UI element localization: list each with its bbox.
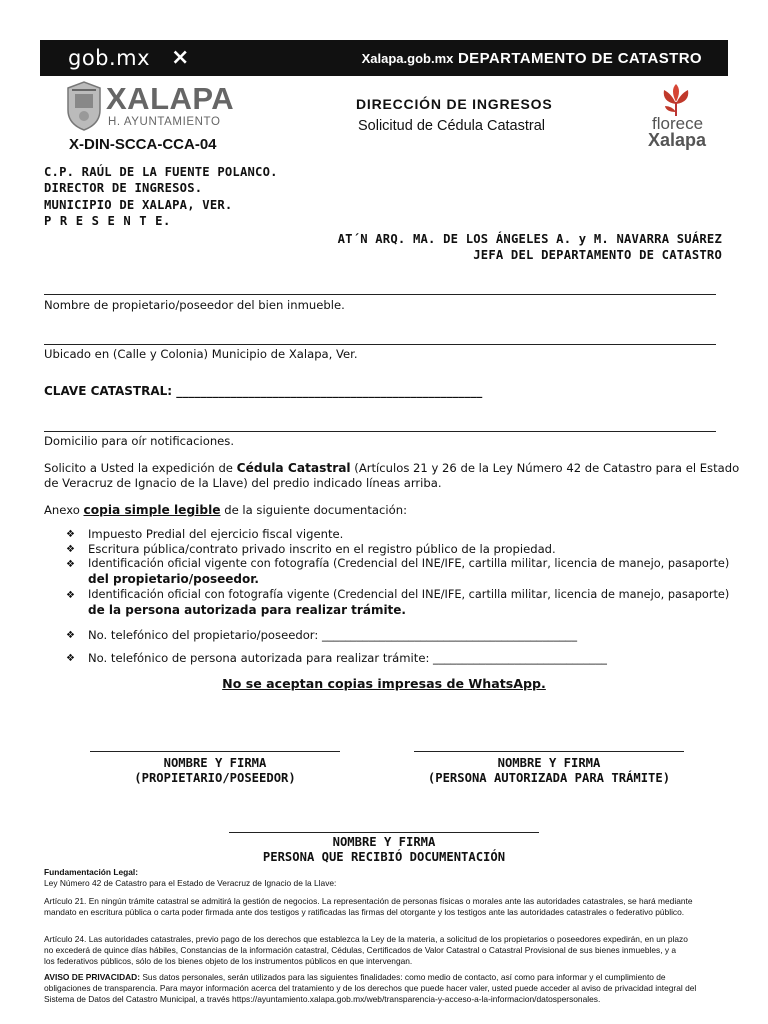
privacy-text-1: Sus datos personales, serán utilizados para las siguientes finalidades: como medio de contacto, así como para informar y el cumplimiento de: [140, 972, 666, 982]
location-label: Ubicado en (Calle y Colonia) Municipio de Xalapa, Ver.: [44, 347, 358, 361]
signature-label-authorized: NOMBRE Y FIRMA: [497, 756, 601, 770]
diamond-bullet-icon: ❖: [66, 559, 75, 570]
signature-label-receiver: NOMBRE Y FIRMA: [332, 835, 436, 849]
ayuntamiento-text: H. AYUNTAMIENTO: [108, 116, 221, 128]
addressee-name: C.P. RAÚL DE LA FUENTE POLANCO.: [44, 165, 278, 179]
request-text-c: (Artículos 21 y 26 de la Ley Número 42 de Catastro para el Estado: [350, 461, 740, 475]
signature-line-receiver[interactable]: [229, 832, 539, 833]
location-line[interactable]: [44, 344, 716, 345]
bullet-item: Identificación oficial con fotografía vigente (Credencial del INE/IFE, cartilla militar, licencia de manejo, pasaporte): [88, 588, 730, 601]
owner-phone-field[interactable]: No. telefónico del propietario/poseedor: ____________________________________________: [88, 628, 578, 642]
request-text-a: Solicito a Usted la expedición de: [44, 461, 237, 475]
signature-role-receiver: PERSONA QUE RECIBIÓ DOCUMENTACIÓN: [262, 850, 506, 864]
annex-text-a: Anexo: [44, 503, 84, 517]
addressee-municipality: MUNICIPIO DE XALAPA, VER.: [44, 198, 233, 212]
signature-role-owner: (PROPIETARIO/POSEEDOR): [134, 771, 296, 785]
privacy-line2: obligaciones de transparencia. Para mayor información acerca del tratamiento y de los derechos que puede hacer valer, usted puede acceder al aviso de privacidad integral del: [44, 983, 697, 993]
signature-line-authorized[interactable]: [414, 751, 684, 752]
owner-line[interactable]: [44, 294, 716, 295]
annex-text-c: de la siguiente documentación:: [220, 503, 407, 517]
presente-text: P R E S E N T E.: [44, 214, 171, 228]
signature-role-authorized: (PERSONA AUTORIZADA PARA TRÁMITE): [427, 771, 671, 785]
florece-logo-text: florece: [652, 114, 704, 133]
site-domain: Xalapa.gob.mx: [361, 51, 454, 66]
document-code: X-DIN-SCCA-CCA-04: [69, 136, 217, 153]
domicilio-line[interactable]: [44, 431, 716, 432]
article-24-line1: Artículo 24. Las autoridades catastrales, previo pago de los derechos que establezca la Ley de la materia, a solicitud de los propietarios o poseedores expedirán, en un plazo: [44, 934, 688, 944]
authorized-phone-field[interactable]: No. telefónico de persona autorizada para realizar trámite: ______________________________: [88, 651, 607, 665]
privacy-line3: Sistema de Datos del Catastro Municipal, a través https://ayuntamiento.xalapa.gob.mx/web/transparencia-y-acceso-a-la-informacion/datospersonales.: [44, 994, 601, 1004]
privacy-title: AVISO DE PRIVACIDAD:: [44, 972, 141, 982]
department-name: DEPARTAMENTO DE CATASTRO: [457, 50, 702, 67]
bullet-item-emphasis: del propietario/poseedor.: [88, 572, 259, 586]
addressee-title: DIRECTOR DE INGRESOS.: [44, 181, 203, 195]
form-subtitle: Solicitud de Cédula Catastral: [358, 118, 545, 134]
request-cedula: Cédula Catastral: [236, 461, 351, 475]
gob-x-icon: ⨯: [171, 45, 190, 70]
diamond-bullet-icon: ❖: [66, 590, 75, 601]
signature-line-owner[interactable]: [90, 751, 340, 752]
bullet-item: Escritura pública/contrato privado inscrito en el registro público de la propiedad.: [88, 542, 556, 556]
gob-mx-logo: gob.mx: [68, 46, 151, 70]
annex-line: [44, 503, 407, 517]
signature-label-owner: NOMBRE Y FIRMA: [163, 756, 267, 770]
direction-title: DIRECCIÓN DE INGRESOS: [356, 96, 553, 112]
article-24-line2: no excederá de quince días hábiles, Constancias de la información catastral, Cédulas, Certificados de Valor Catastral o Catastral Provisional de sus bienes inmuebles, y a: [44, 945, 677, 955]
diamond-bullet-icon: ❖: [66, 630, 75, 641]
diamond-bullet-icon: ❖: [66, 653, 75, 664]
owner-label: Nombre de propietario/poseedor del bien inmueble.: [44, 298, 345, 312]
bullet-item: Impuesto Predial del ejercicio fiscal vigente.: [88, 527, 344, 541]
article-21-line1: Artículo 21. En ningún trámite catastral se admitirá la gestión de negocios. La representación de personas físicas o morales ante las autoridades catastrales, se hará mediante: [44, 896, 693, 906]
diamond-bullet-icon: ❖: [66, 529, 75, 540]
request-paragraph-line1: [44, 461, 739, 475]
attention-line: AT´N ARQ. MA. DE LOS ÁNGELES A. y M. NAVARRA SUÁREZ: [337, 232, 722, 246]
clave-catastral-field[interactable]: CLAVE CATASTRAL: ___________________________________________________: [44, 384, 483, 398]
article-24-line3: los federativos públicos, sólo de los bienes objeto de los instrumentos públicos en que intervengan.: [44, 956, 413, 966]
department-heading: [362, 50, 702, 67]
legal-law: Ley Número 42 de Catastro para el Estado de Veracruz de Ignacio de la Llave:: [44, 878, 337, 888]
diamond-bullet-icon: ❖: [66, 544, 75, 555]
florece-xalapa-text: Xalapa: [648, 130, 707, 150]
article-21-line2: mandato en escritura pública o carta poder firmada ante dos testigos y ratificadas las firmas del otorgante y los testigos ante las autoridades catastrales o federativo público.: [44, 907, 685, 917]
bullet-item: Identificación oficial vigente con fotografía (Credencial del INE/IFE, cartilla militar, licencia de manejo, pasaporte): [88, 557, 730, 570]
request-paragraph-line2: de Veracruz de Ignacio de la Llave) del predio indicado líneas arriba.: [44, 476, 442, 490]
annex-copy: copia simple legible: [83, 503, 221, 517]
legal-title: Fundamentación Legal:: [44, 867, 138, 877]
privacy-line1: [44, 972, 666, 983]
xalapa-seal-icon: [64, 80, 104, 132]
bullet-item-emphasis: de la persona autorizada para realizar trámite.: [88, 603, 406, 617]
domicilio-label: Domicilio para oír notificaciones.: [44, 434, 235, 448]
whatsapp-notice: No se aceptan copias impresas de WhatsApp.: [222, 676, 546, 691]
florece-flower-icon: [656, 82, 696, 118]
xalapa-logo-text: XALAPA: [106, 81, 235, 116]
attention-title: JEFA DEL DEPARTAMENTO DE CATASTRO: [473, 248, 722, 262]
top-header-bar: [40, 40, 728, 76]
